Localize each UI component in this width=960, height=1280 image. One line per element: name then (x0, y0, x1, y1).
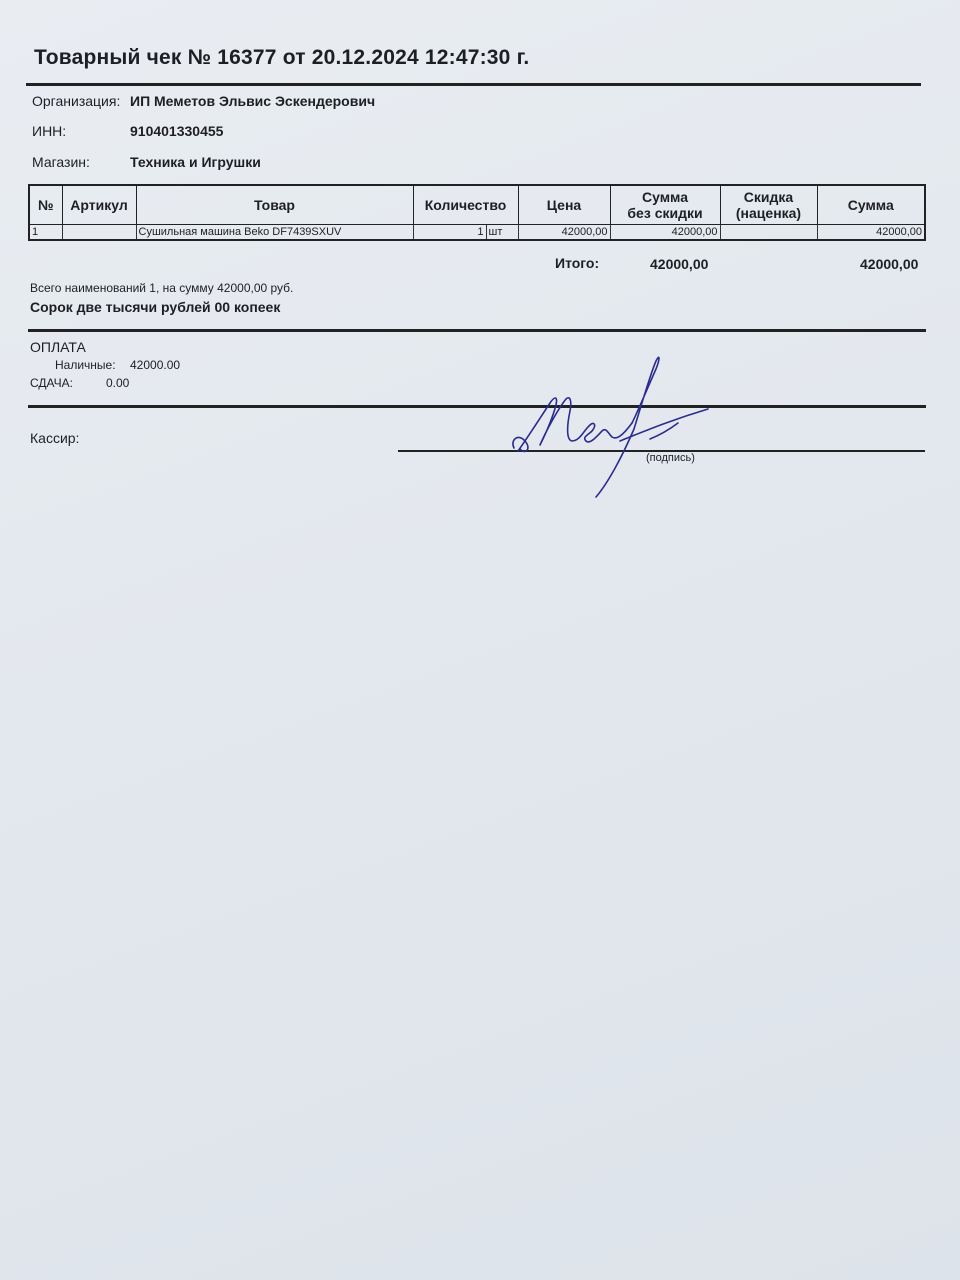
signature-caption: (подпись) (646, 452, 695, 464)
payment-title: ОПЛАТА (30, 339, 86, 355)
cell-article (62, 225, 136, 241)
cell-num: 1 (29, 225, 62, 241)
payment-cash-label: Наличные: (55, 358, 116, 372)
shop-label: Магазин: (32, 154, 90, 170)
items-table (28, 184, 926, 241)
col-header-sum-no-discount: Сумма без скидки (610, 185, 720, 225)
col-header-qty: Количество (413, 185, 518, 225)
table-row (29, 225, 925, 241)
totals-in-words: Сорок две тысячи рублей 00 копеек (30, 299, 281, 315)
col-header-product: Товар (136, 185, 413, 225)
col-header-price: Цена (518, 185, 610, 225)
cashier-label: Кассир: (30, 430, 80, 446)
shop-value: Техника и Игрушки (130, 154, 261, 170)
title-divider (26, 83, 921, 86)
table-header-row (29, 185, 925, 225)
cell-qty: 1 (413, 225, 486, 241)
cell-product: Сушильная машина Beko DF7439SXUV (136, 225, 413, 241)
col-header-sum: Сумма (817, 185, 925, 225)
col-header-article: Артикул (62, 185, 136, 225)
totals-sum-no-discount: 42000,00 (650, 256, 709, 272)
cell-discount (720, 225, 817, 241)
totals-label: Итого: (555, 255, 600, 271)
payment-divider (28, 405, 926, 408)
payment-change-label: СДАЧА: (30, 376, 73, 390)
col-header-num: № (29, 185, 62, 225)
payment-change-value: 0.00 (106, 376, 130, 390)
col-header-discount: Скидка (наценка) (720, 185, 817, 225)
totals-summary-line: Всего наименований 1, на сумму 42000,00 руб. (30, 281, 294, 295)
org-value: ИП Меметов Эльвис Эскендерович (130, 93, 376, 109)
cell-sum: 42000,00 (817, 225, 925, 241)
handwritten-signature (500, 345, 720, 510)
totals-divider (28, 329, 926, 332)
payment-cash-value: 42000.00 (130, 358, 181, 372)
org-label: Организация: (32, 93, 121, 109)
inn-label: ИНН: (32, 123, 67, 139)
receipt-title: Товарный чек № 16377 от 20.12.2024 12:47:30 г. (34, 46, 530, 69)
cell-sum-no-discount: 42000,00 (610, 225, 720, 241)
cell-unit: шт (486, 225, 518, 241)
cell-price: 42000,00 (518, 225, 610, 241)
totals-sum: 42000,00 (860, 256, 919, 272)
inn-value: 910401330455 (130, 123, 224, 139)
